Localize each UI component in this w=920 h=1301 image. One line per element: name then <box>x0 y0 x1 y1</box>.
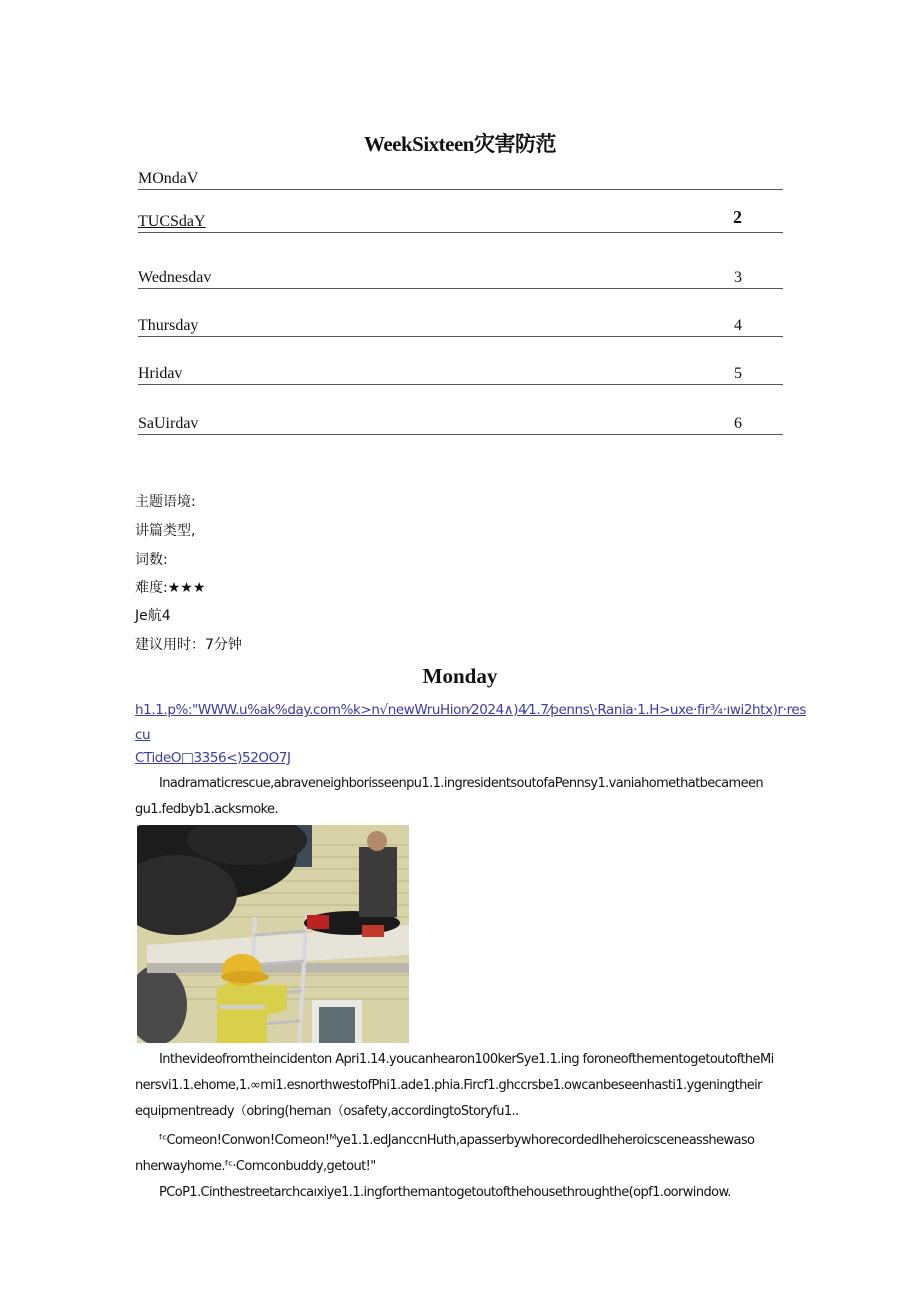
toc-page-number: 3 <box>734 269 742 286</box>
toc-page-number: 4 <box>734 317 742 334</box>
toc-day: Wednesdav <box>138 269 212 286</box>
toc-day: SaUirdav <box>138 415 199 432</box>
meta-theme: 主题语境: <box>135 494 196 510</box>
meta-genre: 讲篇类型, <box>135 523 196 539</box>
toc-row-saturday <box>138 408 783 435</box>
paragraph-line: equipmentready（obring(heman（osafety,accordingtoStoryfu1.. <box>135 1104 519 1119</box>
paragraph-line: ᶠᶜComeon!Conwon!Comeon!ᴹye1.1.edJanccnHuth,apasserbywhorecordedIheheroicsceneasshewaso <box>159 1133 755 1148</box>
toc-row-friday <box>138 358 783 385</box>
meta-word-count: 词数: <box>135 552 168 568</box>
section-title: Monday <box>422 664 498 688</box>
toc-day: MOndaV <box>138 170 199 187</box>
toc-row-tuesday <box>138 206 783 233</box>
toc-row-thursday <box>138 310 783 337</box>
toc-page-number: 5 <box>734 365 742 382</box>
rescue-photo <box>137 825 409 1043</box>
paragraph-line: Inadramaticrescue,abraveneighborisseenpu1.1.ingresidentsoutofaPennsy1.vaniahomethatbecameen <box>159 776 764 791</box>
toc-day: Thursday <box>138 317 199 334</box>
meta-difficulty: 难度:★★★ <box>135 580 206 596</box>
toc-day: Hridav <box>138 365 183 382</box>
toc-row-monday <box>138 163 783 190</box>
toc-page-number: 2 <box>733 207 742 227</box>
source-link-line[interactable]: CTideO□3356<)52OO7J <box>135 750 291 766</box>
toc-day: TUCSdaY <box>138 213 206 230</box>
paragraph-line: Inthevideofromtheincidenton Apri1.14.youcanhearon100kerSye1.1.ing foroneofthementogetoutoftheMi <box>159 1052 774 1067</box>
toc-row-wednesday <box>138 262 783 289</box>
paragraph-line: PCoP1.Cinthestreetarchcaıxiye1.1.ingforthemantogetoutofthehousethroughthe(opf1.oorwindow. <box>159 1185 731 1200</box>
page-title: WeekSixteen灾害防范 <box>364 132 556 156</box>
paragraph-line: nersvi1.1.ehome,1.∞mi1.esnorthwestofPhi1.ade1.phia.Fircf1.ghccrsbe1.owcanbeseenhasti1.ygeningtheir <box>135 1078 762 1093</box>
paragraph-line: nherwayhome.ᶠᶜ·Comconbuddy,getout!" <box>135 1159 376 1174</box>
toc-page-number: 6 <box>734 415 742 432</box>
source-link-line[interactable]: cu <box>135 727 151 743</box>
meta-suggested-time: 建议用时：7分钟 <box>135 637 242 653</box>
source-link-line[interactable]: h1.1.p%:"WWW.u%ak%day.com%k>n√newWruHion⁄2024∧)4⁄1.7⁄penns\·Rania·1.H>uxe·fir¾·ıwi2htx)r·res <box>135 702 806 718</box>
meta-je: Je航4 <box>135 608 171 624</box>
paragraph-line: gu1.fedbyb1.acksmoke. <box>135 802 278 817</box>
